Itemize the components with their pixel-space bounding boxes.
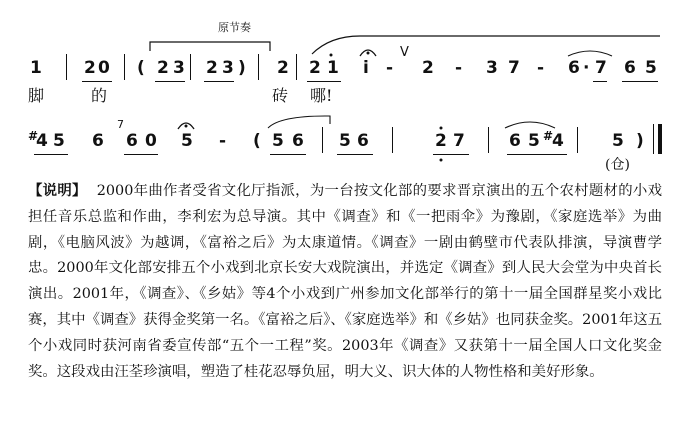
note-paragraph — [28, 178, 662, 385]
note: 6 — [357, 131, 369, 151]
note: 2 — [84, 58, 96, 78]
paren-close: ) — [238, 58, 246, 78]
slur — [268, 116, 325, 128]
dash: - — [537, 58, 545, 78]
note: 3 — [173, 58, 185, 78]
note: 6 — [624, 58, 636, 78]
dot: · — [583, 58, 590, 78]
fermata-dot — [185, 125, 188, 128]
repeat-bracket — [150, 42, 270, 51]
note: 3 — [222, 58, 234, 78]
note: 4 — [552, 131, 564, 151]
note: 6 — [509, 131, 521, 151]
note: 2 — [422, 58, 434, 78]
note: 5 — [528, 131, 540, 151]
lyric-percussion: (仓) — [605, 157, 630, 173]
paren-open: ( — [253, 131, 261, 151]
lyric: 的 — [91, 86, 108, 105]
sharp-sign: # — [543, 129, 554, 143]
note: 6 — [126, 131, 138, 151]
note: 5 — [339, 131, 351, 151]
note: i — [363, 58, 369, 78]
octave-dot — [440, 159, 443, 162]
note: 1 — [30, 58, 42, 78]
note: 0 — [145, 131, 157, 151]
breath-mark: V — [400, 45, 409, 60]
note: 5 — [645, 58, 657, 78]
note: 4 — [36, 131, 48, 151]
note: 7 — [508, 58, 520, 78]
note-heading: 【说明】 — [28, 182, 87, 199]
dash: - — [455, 58, 463, 78]
note: 1 — [327, 58, 339, 78]
note: 0 — [98, 58, 110, 78]
slur — [568, 51, 612, 56]
lyric: 哪! — [310, 86, 333, 105]
note: 6 — [92, 131, 104, 151]
note: 3 — [486, 58, 498, 78]
note: 7 — [453, 131, 465, 151]
lyric: 砖 — [272, 86, 289, 105]
note: 6 — [292, 131, 304, 151]
note: 2 — [309, 58, 321, 78]
note: 6 — [568, 58, 580, 78]
note: 5 — [272, 131, 284, 151]
grace-note: 7 — [117, 118, 124, 131]
octave-dot — [330, 54, 333, 57]
note: 2 — [157, 58, 169, 78]
note: 5 — [181, 131, 193, 151]
note: 7 — [595, 58, 607, 78]
paren-close: ) — [636, 131, 644, 151]
octave-dot — [440, 127, 443, 130]
note: 5 — [612, 131, 624, 151]
dash: - — [386, 58, 394, 78]
dash: - — [219, 131, 227, 151]
tempo-annotation: 原节奏 — [218, 21, 251, 34]
sharp-sign: # — [28, 129, 39, 143]
lyric: 脚 — [28, 86, 45, 105]
note: 2 — [206, 58, 218, 78]
slur — [505, 122, 555, 128]
note: 2 — [277, 58, 289, 78]
slur — [325, 116, 330, 124]
fermata-dot — [367, 52, 370, 55]
paren-open: ( — [137, 58, 145, 78]
note-body: 2000年曲作者受省文化厅指派，为一台按文化部的要求晋京演出的五个农村题材的小戏担任音乐总监和作曲，李利宏为总导演。其中《调查》和《一把雨伞》为豫剧，《家庭选举》为曲剧，《电脑风波》为越调，《富裕之后》为太康道情。《调查》一剧由鹤壁市代表队排演，导演曹学忠。2000年文化部安排五个小戏到北京长安大戏院演出，并选定《调查》到人民大会堂为中央首长演出。2001年，《调查》、《乡姑》等4个小戏到广州参加文化部举行的第十一届全国群星奖小戏比赛，其中《调查》获得金奖第一名。《富裕之后》、《家庭选举》和《乡姑》也同获金奖。2001年这五个小戏同时获河南省委宣传部“五个一工程”奖。2003年《调查》又获第十一届全国人口文化奖金奖。这段戏由汪荃珍演唱，塑造了桂花忍辱负屈，明大义、识大体的人物性格和美好形象。 — [28, 183, 662, 380]
note: 2 — [435, 131, 447, 151]
note: 5 — [53, 131, 65, 151]
